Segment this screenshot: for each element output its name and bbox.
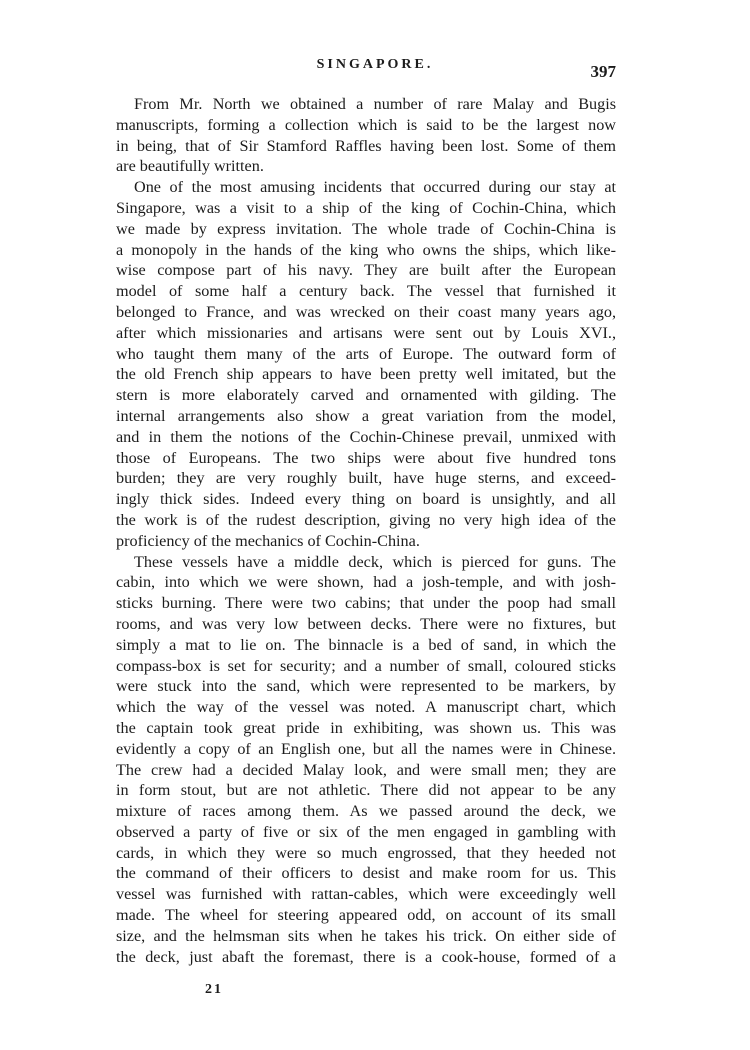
text-line: model of some half a century back. The vessel that furnished it xyxy=(116,282,616,301)
text-line: belonged to France, and was wrecked on their coast many years ago, xyxy=(116,302,616,321)
text-line: we made by express invitation. The whole trade of Cochin-China is xyxy=(116,219,616,238)
page-number: 397 xyxy=(590,62,616,81)
text-line: size, and the helmsman sits when he takes his trick. On either side of xyxy=(116,926,616,945)
text-line: rooms, and was very low between decks. There were no fixtures, but xyxy=(116,614,616,633)
text-line: the work is of the rudest description, giving no very high idea of the xyxy=(116,510,616,529)
text-line: cabin, into which we were shown, had a josh-temple, and with josh- xyxy=(116,573,616,592)
text-line: evidently a copy of an English one, but all the names were in Chinese. xyxy=(116,739,616,758)
text-line: These vessels have a middle deck, which is pierced for guns. The xyxy=(134,552,616,571)
text-line: in being, that of Sir Stamford Raffles having been lost. Some of them xyxy=(116,136,616,155)
text-line: the captain took great pride in exhibiting, was shown us. This was xyxy=(116,718,616,737)
paragraph xyxy=(116,552,616,968)
text-line: compass-box is set for security; and a number of small, coloured sticks xyxy=(116,656,616,675)
text-line: One of the most amusing incidents that occurred during our stay at xyxy=(134,178,616,197)
text-line: stern is more elaborately carved and ornamented with gilding. The xyxy=(116,386,616,405)
text-line: observed a party of five or six of the men engaged in gambling with xyxy=(116,822,616,841)
text-line: the deck, just abaft the foremast, there is a cook-house, formed of a xyxy=(116,947,616,966)
paragraph xyxy=(116,177,616,551)
text-line: were stuck into the sand, which were represented to be markers, by xyxy=(116,677,616,696)
text-line: after which missionaries and artisans were sent out by Louis XVI., xyxy=(116,323,616,342)
text-line: proficiency of the mechanics of Cochin-China. xyxy=(116,531,420,550)
text-line: and in them the notions of the Cochin-Chinese prevail, unmixed with xyxy=(116,427,616,446)
signature-mark: 21 xyxy=(205,982,223,997)
paragraph xyxy=(116,94,616,177)
text-line: in form stout, but are not athletic. There did not appear to be any xyxy=(116,781,616,800)
text-line: mixture of races among them. As we passed around the deck, we xyxy=(116,802,616,821)
text-line: The crew had a decided Malay look, and were small men; they are xyxy=(116,760,616,779)
text-line: those of Europeans. The two ships were about five hundred tons xyxy=(116,448,616,467)
text-line: cards, in which they were so much engrossed, that they heeded not xyxy=(116,843,616,862)
text-line: From Mr. North we obtained a number of rare Malay and Bugis xyxy=(134,95,616,113)
text-line: internal arrangements also show a great variation from the model, xyxy=(116,406,616,425)
text-line: a monopoly in the hands of the king who owns the ships, which like- xyxy=(116,240,616,259)
text-line: Singapore, was a visit to a ship of the king of Cochin-China, which xyxy=(116,198,616,217)
text-line: burden; they are very roughly built, have huge sterns, and exceed- xyxy=(116,469,616,488)
text-line: wise compose part of his navy. They are built after the European xyxy=(116,261,616,280)
text-line: manuscripts, forming a collection which is said to be the largest now xyxy=(116,115,616,134)
text-line: the old French ship appears to have been pretty well imitated, but the xyxy=(116,365,616,384)
running-title: SINGAPORE. xyxy=(316,57,434,72)
text-line: vessel was furnished with rattan-cables, which were exceedingly well xyxy=(116,885,616,904)
text-line: who taught them many of the arts of Europe. The outward form of xyxy=(116,344,616,363)
text-line: simply a mat to lie on. The binnacle is a bed of sand, in which the xyxy=(116,635,616,654)
body-text xyxy=(116,94,616,967)
text-line: ingly thick sides. Indeed every thing on board is unsightly, and all xyxy=(116,490,616,509)
text-line: are beautifully written. xyxy=(116,157,264,176)
text-line: which the way of the vessel was noted. A manuscript chart, which xyxy=(116,698,616,717)
text-line: made. The wheel for steering appeared odd, on account of its small xyxy=(116,906,616,925)
text-line: sticks burning. There were two cabins; that under the poop had small xyxy=(116,594,616,613)
text-line: the command of their officers to desist and make room for us. This xyxy=(116,864,616,883)
